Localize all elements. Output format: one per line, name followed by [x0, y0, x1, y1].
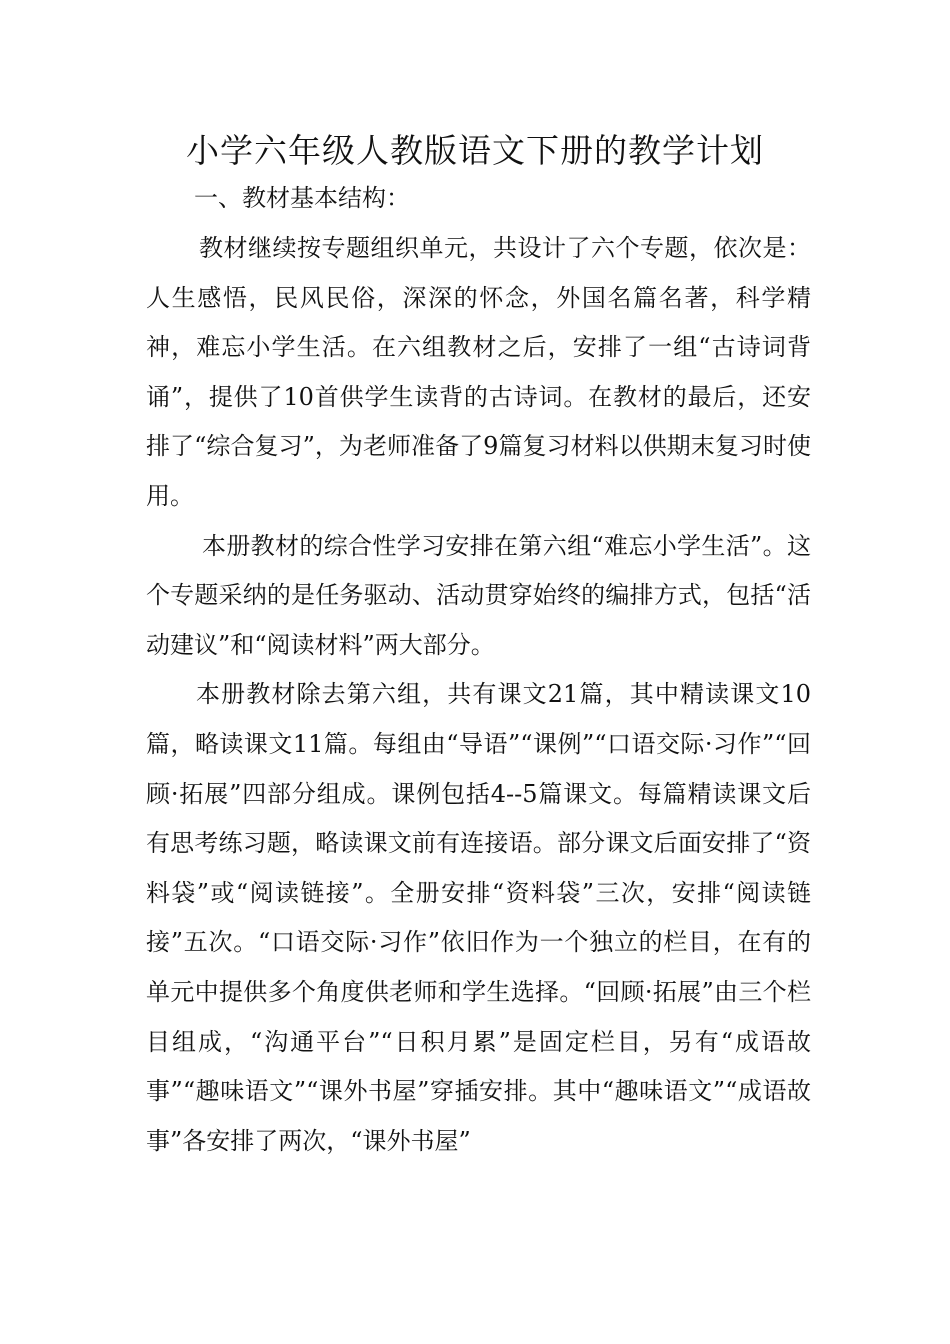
section-heading: 一、教材基本结构：	[194, 184, 410, 212]
paragraph-comprehensive-learning: 本册教材的综合性学习安排在第六组“难忘小学生活”。这个专题采纳的是任务驱动、活动贯穿始终的编排方式，包括“活动建议”和“阅读材料”两大部分。	[146, 531, 811, 659]
paragraph-lesson-composition: 本册教材除去第六组，共有课文21篇，其中精读课文10篇，略读课文11篇。每组由“导语”“课例”“口语交际·习作”“回顾·拓展”四部分组成。课例包括4--5篇课文。每篇精读课文后有思考练习题，略读课文前有连接语。部分课文后面安排了“资料袋”或“阅读链接”。全册安排“资料袋”三次，安排“阅读链接”五次。“口语交际·习作”依旧作为一个独立的栏目，在有的单元中提供多个角度供老师和学生选择。“回顾·拓展”由三个栏目组成，“沟通平台”“日积月累”是固定栏目，另有“成语故事”“趣味语文”“课外书屋”穿插安排。其中“趣味语文”“成语故事”各安排了两次，“课外书屋”	[146, 680, 811, 1155]
document-title: 小学六年级人教版语文下册的教学计划	[186, 131, 764, 170]
document-body	[146, 224, 811, 1166]
paragraph-structure-overview: 教材继续按专题组织单元，共设计了六个专题，依次是：人生感悟，民风民俗，深深的怀念，外国名篇名著，科学精神，难忘小学生活。在六组教材之后，安排了一组“古诗词背诵”，提供了10首供学生读背的古诗词。在教材的最后，还安排了“综合复习”，为老师准备了9篇复习材料以供期末复习时使用。	[146, 234, 811, 510]
